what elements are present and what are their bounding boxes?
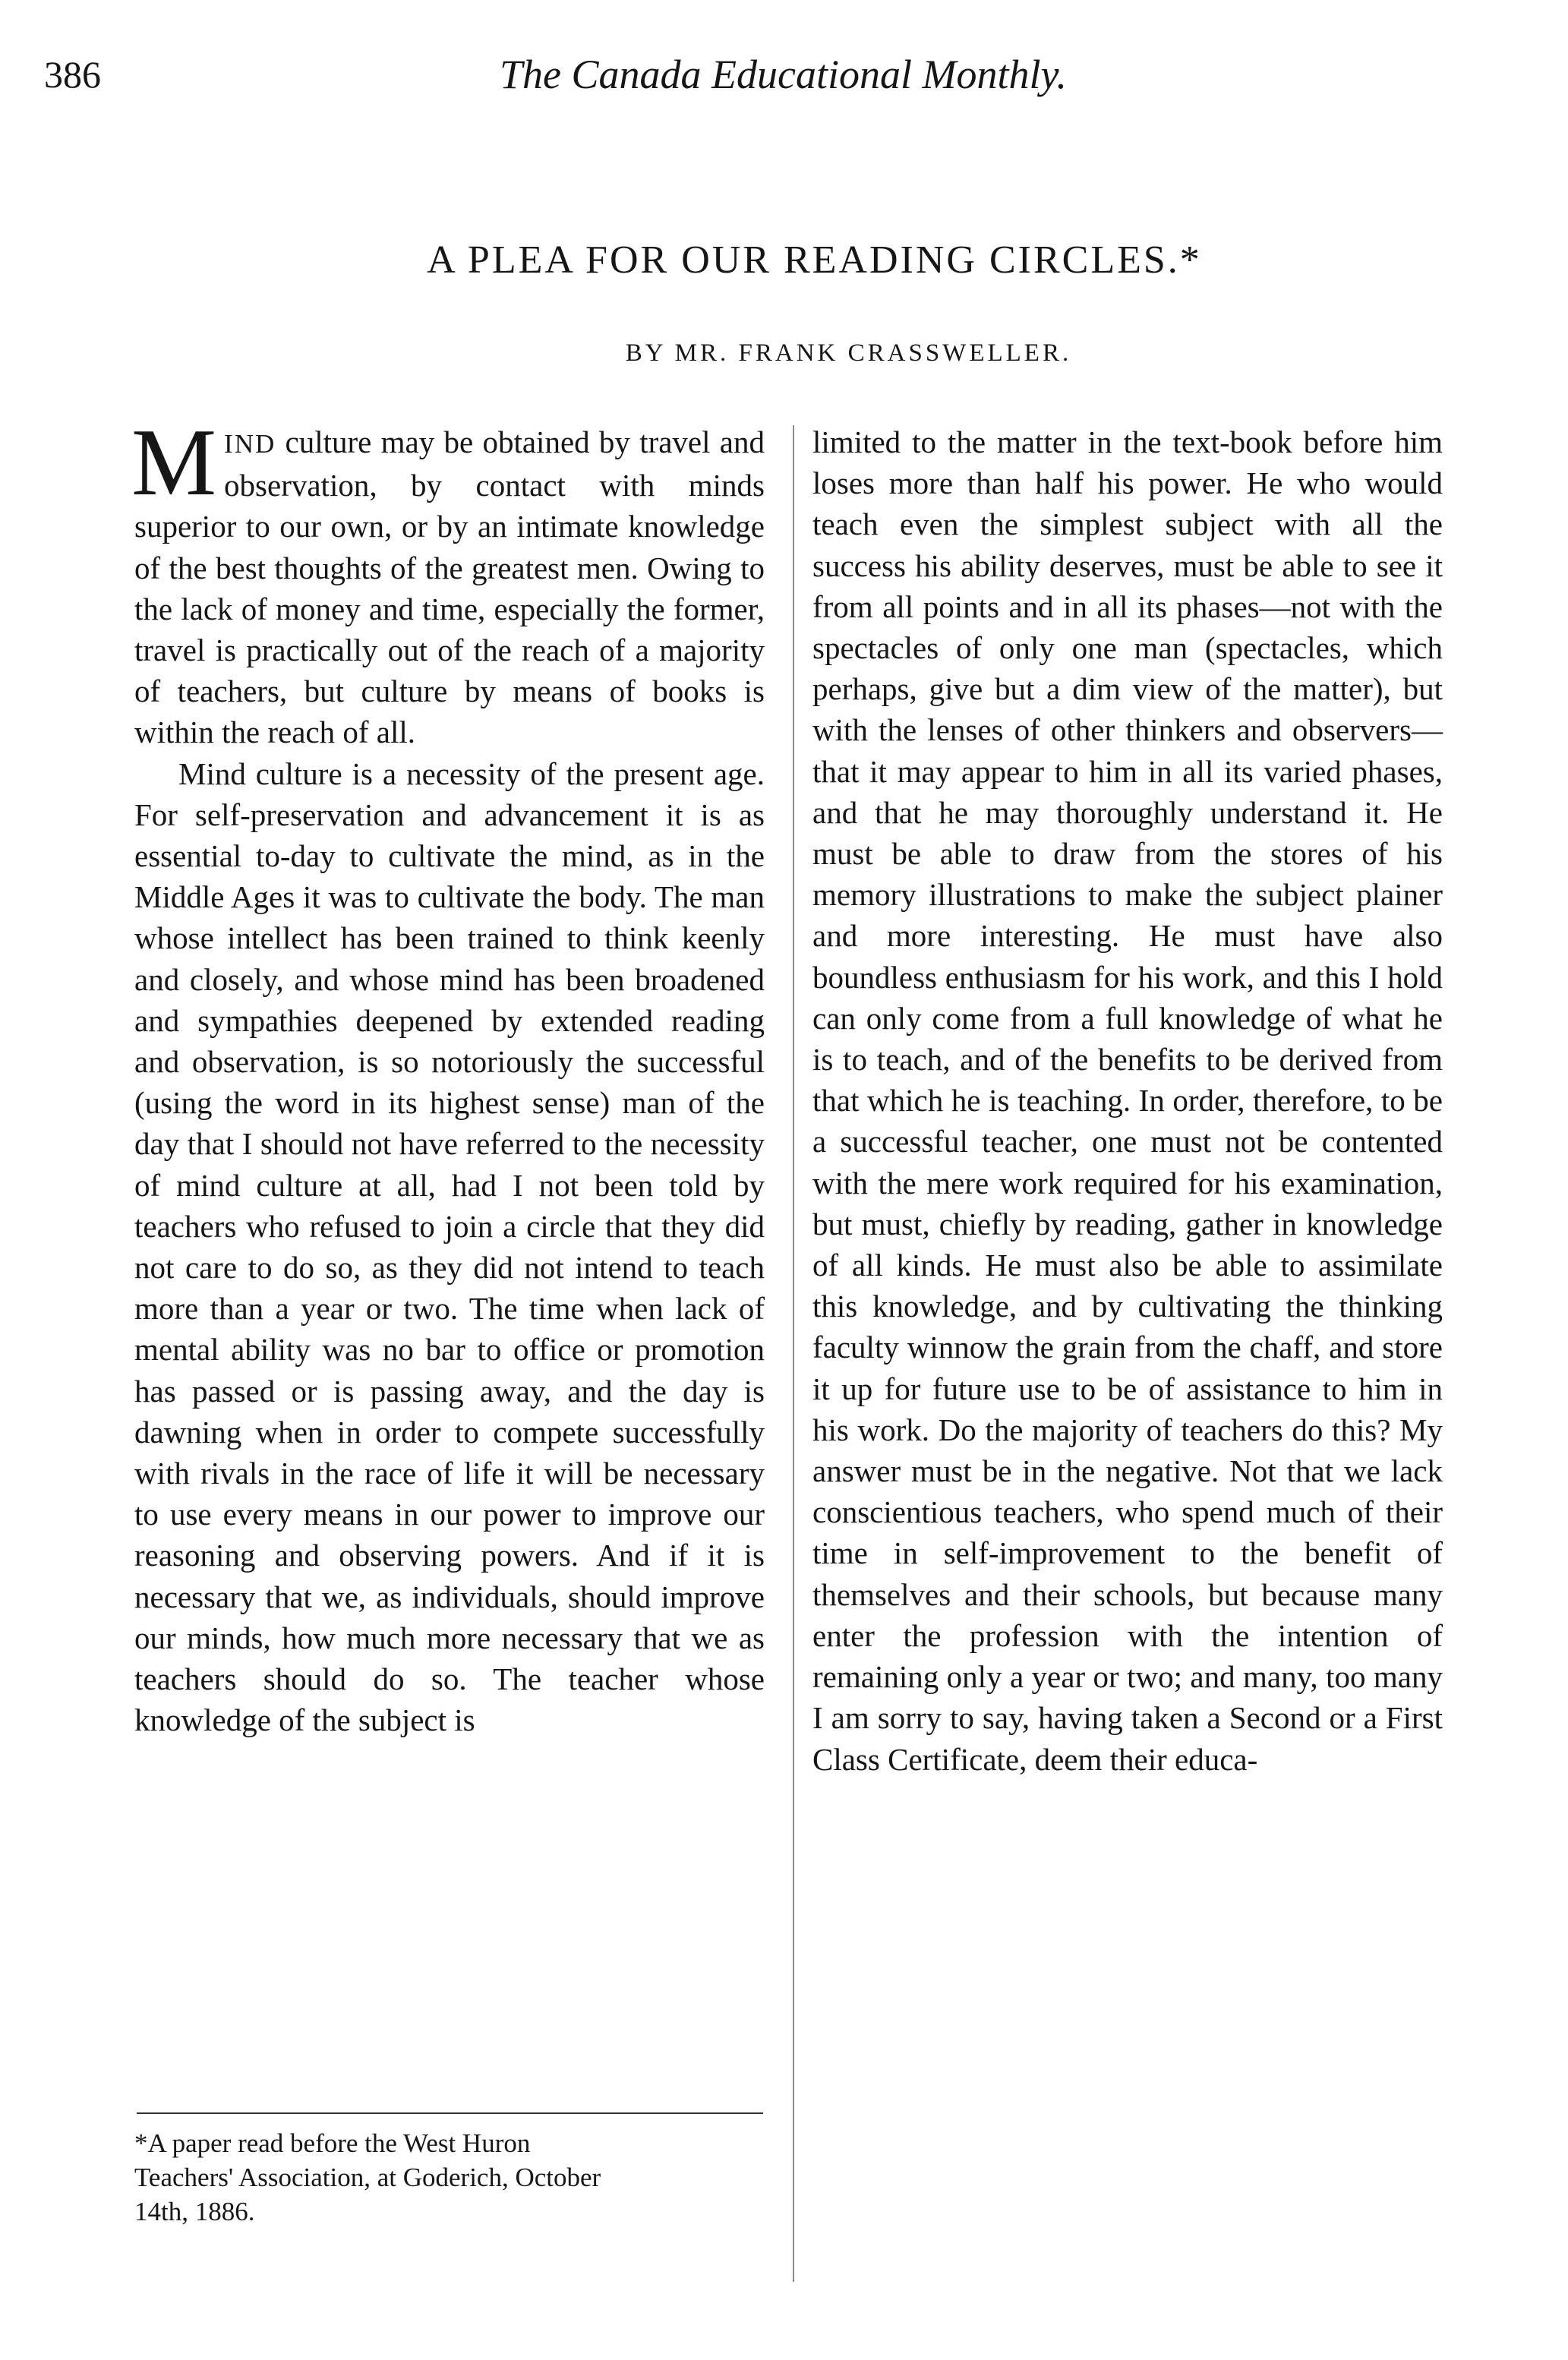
right-column — [812, 421, 1443, 1780]
page-number: 386 — [44, 53, 101, 96]
byline-text: BY MR. FRANK CRASSWELLER. — [625, 339, 1072, 367]
first-word: IND — [224, 429, 276, 459]
paragraph-3: limited to the matter in the text-book before him loses more than half his power. He who would teach even the simplest subject with all the success his ability deserves, must be able to see it from all points and in all its phases—not with the spectacles of only one man (spectacles, which perhaps, give but a dim view of the matter), but with the lenses of other thinkers and observers—that it may appear to him in all its varied phases, and that he may thoroughly understand it. He must be able to draw from the stores of his memory illustrations to make the subject plainer and more interesting. He must have also boundless enthusiasm for his work, and this I hold can only come from a full knowledge of what he is to teach, and of the benefits to be derived from that which he is teaching. In order, therefore, to be a successful teacher, one must not be contented with the mere work required for his examination, but must, chiefly by reading, gather in knowledge of all kinds. He must also be able to assimilate this knowledge, and by cultivating the thinking faculty winnow the grain from the chaff, and store it up for future use to be of assistance to him in his work. Do the majority of teachers do this? My answer must be in the negative. Not that we lack conscientious teachers, who spend much of their time in self-improvement to the benefit of themselves and their schools, but because many enter the profession with the intention of remaining only a year or two; and many, too many I am sorry to say, having taken a Second or a First Class Certificate, deem their educa- — [812, 424, 1443, 1777]
footnote — [134, 2126, 765, 2229]
drop-cap: M — [131, 410, 217, 516]
footnote-line-1: *A paper read before the West Huron — [134, 2128, 531, 2158]
paragraph-1 — [131, 410, 765, 753]
footnote-line-2: Teachers' Association, at Goderich, October — [134, 2163, 601, 2192]
paragraph-1-text: culture may be obtained by travel and observation, by contact with minds superior to our own, or by an intimate knowledge of the best thoughts of the greatest men. Owing to the lack of money and time, especially the former, travel is practically out of the reach of a majority of teachers, but culture by means of books is within the reach of all. — [134, 424, 765, 750]
left-column — [131, 410, 765, 1741]
paragraph-2: Mind culture is a necessity of the present age. For self-preservation and advancement it is as essential to-day to cultivate the mind, as in the Middle Ages it was to cultivate the body. The man whose intellect has been trained to think keenly and closely, and whose mind has been broadened and sympathies deepened by extended reading and observation, is so notoriously the successful (using the word in its highest sense) man of the day that I should not have referred to the necessity of mind culture at all, had I not been told by teachers who refused to join a circle that they did not care to do so, as they did not intend to teach more than a year or two. The time when lack of mental ability was no bar to office or promotion has passed or is passing away, and the day is dawning when in order to compete successfully with rivals in the race of life it will be necessary to use every means in our power to improve our reasoning and observing powers. And if it is necessary that we, as individuals, should improve our minds, how much more necessary that we as teachers should do so. The teacher whose knowledge of the subject is — [134, 756, 765, 1738]
footnote-rule — [137, 2112, 763, 2114]
article-title-text: A PLEA FOR OUR READING CIRCLES.* — [427, 238, 1202, 282]
journal-title: The Canada Educational Monthly. — [500, 52, 1067, 97]
article-title — [0, 234, 1568, 287]
byline — [0, 334, 1568, 372]
running-head — [44, 44, 1198, 105]
footnote-line-3: 14th, 1886. — [134, 2197, 255, 2226]
column-divider — [793, 425, 794, 2282]
